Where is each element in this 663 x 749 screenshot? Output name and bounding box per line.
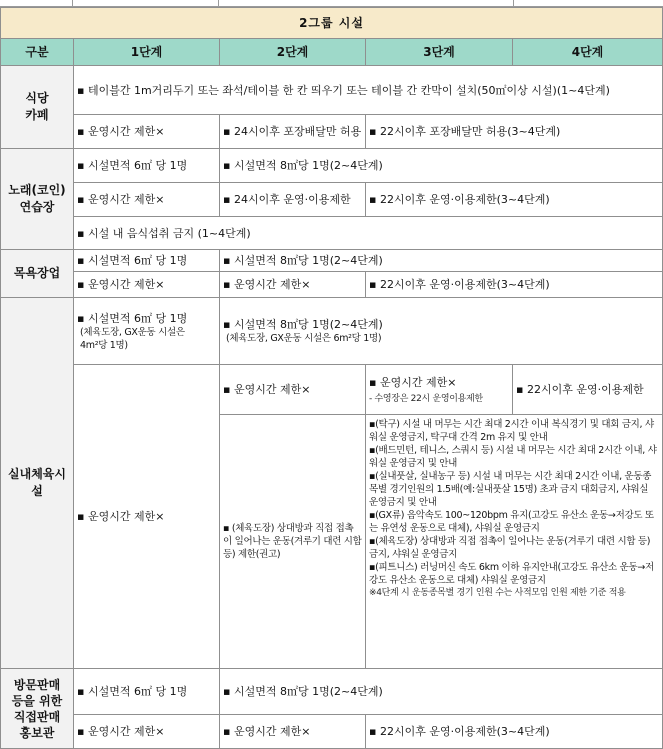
list-item [369,561,659,587]
cell-text: 시설면적 8㎡당 1명(2~4단계) [233,159,383,172]
bullet: ▪ [369,445,376,456]
category-sales-promotion-hall: 방문판매 등을 위한 직접판매 홍보관 [1,669,74,749]
sales-level34-hours [366,715,663,749]
cell-text: 운영시간 제한× [87,193,165,206]
bath-level1-hours [74,272,220,298]
food-level1-hours [74,115,220,149]
category-indoor-sports: 실내체육시 설 [1,298,74,669]
table-row [1,115,663,149]
sports-level4-hours [513,365,663,415]
bullet: ▪ [369,536,376,547]
cell-text: 시설면적 8㎡당 1명(2~4단계) [233,254,383,267]
cell-text: 22시이후 운영·이용제한(3~4단계) [379,278,550,291]
bullet: ▪ [77,83,85,97]
bath-level34-hours [366,272,663,298]
cell-text: 운영시간 제한× [379,375,457,389]
bullet: ▪ [77,725,85,738]
sales-level1-hours [74,715,220,749]
cell-text: 22시이후 운영·이용제한(3~4단계) [379,193,550,206]
category-bathhouse: 목욕장업 [1,250,74,298]
bullet: ▪ [369,125,377,138]
bullet: ▪ [369,471,376,482]
column-tick [218,0,219,6]
cell-text: (GX류) 음악속도 100~120bpm 유지(고강도 유산소 운동→저강도 또는 유연성 운동으로 대체), 샤워실 운영금지 [369,510,654,534]
table-title: 2그룹 시설 [1,8,663,39]
cell-text: 24시이후 포장배달만 허용 [233,125,362,138]
category-karaoke: 노래(코인) 연습장 [1,149,74,250]
header-row [1,39,663,66]
bullet: ▪ [369,278,377,291]
karaoke-level1-density [74,149,220,183]
bullet: ▪ [77,685,85,698]
sales-level1-density [74,669,220,715]
cell-text: 운영시간 제한× [233,725,311,738]
cell-text: 24시이후 운영·이용제한 [233,193,351,206]
bullet: ▪ [77,278,85,291]
sports-level24-density [220,298,663,365]
header-level-2: 2단계 [220,39,366,66]
bullet: ▪ [369,725,377,738]
bullet: ▪ [223,278,231,291]
bullet: ▪ [369,193,377,206]
sports-level2-hours [220,365,366,415]
cell-text: 시설면적 8㎡당 1명(2~4단계) [233,318,383,331]
table-row [1,365,663,415]
bullet: ▪ [369,562,376,573]
table-row [1,250,663,272]
sports-level2-dojo-rule [220,415,366,669]
list-item [369,535,659,561]
level4-note: ※4단계 시 운동종목별 경기 인원 수는 사적모임 인원 제한 기준 적용 [369,588,626,598]
bullet: ▪ [77,159,85,172]
sales-level2-hours [220,715,366,749]
bullet: ▪ [223,383,231,396]
karaoke-food-ban [74,217,663,250]
sales-level24-density [220,669,663,715]
header-level-3: 3단계 [366,39,513,66]
karaoke-level34-hours [366,183,663,217]
cell-text: 시설면적 6㎡ 당 1명 [87,254,188,267]
bullet: ▪ [223,523,230,534]
table-row [1,217,663,250]
sports-level3-hours [366,365,513,415]
cell-text: 시설면적 8㎡당 1명(2~4단계) [233,685,383,698]
cell-text: 22시이후 포장배달만 허용(3~4단계) [379,125,561,138]
cell-text: 운영시간 제한× [233,278,311,291]
cell-text: (피트니스) 러닝머신 속도 6km 이하 유지안내(고강도 유산소 운동→저강도 유산소 운동으로 대체) 샤워실 운영금지 [369,562,654,586]
bullet: ▪ [77,254,85,267]
table-row [1,183,663,217]
karaoke-level24-density [220,149,663,183]
karaoke-level2-hours [220,183,366,217]
previous-table-edge [0,0,663,7]
column-tick [72,0,73,6]
cell-note: (체육도장, GX운동 시설은 6m²당 1명) [226,333,382,344]
bullet: ▪ [77,226,85,240]
header-level-4: 4단계 [513,39,663,66]
cell-text: 운영시간 제한× [233,383,311,396]
table-row [1,149,663,183]
cell-text: (실내풋살, 실내농구 등) 시설 내 머무는 시간 최대 2시간 이내, 운동종목별 경기인원의 1.5배(예:실내풋살 15명) 초과 금지 대회금지, 샤워실 운영금지 및 안내 [369,471,652,508]
header-level-1: 1단계 [74,39,220,66]
list-item [369,509,659,535]
bullet: ▪ [77,311,85,325]
bullet: ▪ [77,193,85,206]
bath-level1-density [74,250,220,272]
cell-text: 운영시간 제한× [87,725,165,738]
bath-level2-hours [220,272,366,298]
bullet: ▪ [223,193,231,206]
cell-text: 시설 내 음식섭취 금지 (1~4단계) [87,226,251,240]
column-tick [513,0,514,6]
bullet: ▪ [369,510,376,521]
bullet: ▪ [369,375,377,389]
sports-level1-hours [74,365,220,669]
cell-text: (탁구) 시설 내 머무는 시간 최대 2시간 이내 복식경기 및 대회 금지, 샤워실 운영금지, 탁구대 간격 2m 유지 및 안내 [369,419,654,443]
list-item [369,418,659,444]
bullet: ▪ [223,159,231,172]
bullet: ▪ [223,318,231,331]
cell-text: 22시이후 운영·이용제한 [526,383,644,396]
cell-text: (체육도장) 상대방과 직접 접촉이 일어나는 운동(겨루기 대련 시합 등) 제한(권고) [223,523,362,560]
cell-text: 운영시간 제한× [87,278,165,291]
food-distance-rule [74,66,663,115]
table-row [1,669,663,715]
cell-text: 22시이후 운영·이용제한(3~4단계) [379,725,550,738]
bullet: ▪ [223,725,231,738]
cell-note: - 수영장은 22시 운영이용제한 [369,393,483,404]
cell-note: (체육도장, GX운동 시설은 4m²당 1명) [80,326,185,351]
table-row [1,66,663,115]
food-level2-hours [220,115,366,149]
group2-facility-table [0,7,663,749]
cell-text: (체육도장) 상대방과 직접 접촉이 일어나는 운동(겨루기 대련 시합 등) 금지, 샤워실 운영금지 [369,536,651,560]
bath-level24-density [220,250,663,272]
bullet: ▪ [223,125,231,138]
sports-level1-density [74,298,220,365]
cell-text: 시설면적 6㎡ 당 1명 [87,311,188,325]
cell-text: 테이블간 1m거리두기 또는 좌석/테이블 한 칸 띄우기 또는 테이블 간 칸막이 설치(50㎡이상 시설)(1~4단계) [87,83,610,97]
cell-text: 시설면적 6㎡ 당 1명 [87,685,188,698]
table-row [1,272,663,298]
sports-level34-rules [366,415,663,669]
table-row [1,298,663,365]
list-item [369,470,659,509]
list-item [369,444,659,470]
cell-text: 시설면적 6㎡ 당 1명 [87,159,188,172]
category-food-cafe: 식당 카페 [1,66,74,149]
bullet: ▪ [223,254,231,267]
bullet: ▪ [223,685,231,698]
cell-text: 운영시간 제한× [87,510,165,523]
header-category: 구분 [1,39,74,66]
bullet: ▪ [516,383,524,396]
bullet: ▪ [77,510,85,523]
food-level34-hours [366,115,663,149]
bullet: ▪ [369,419,376,430]
bullet: ▪ [77,125,85,138]
cell-text: 운영시간 제한× [87,125,165,138]
table-row [1,715,663,749]
cell-text: (배드민턴, 테니스, 스쿼시 등) 시설 내 머무는 시간 최대 2시간 이내, 샤워실 운영금지 및 안내 [369,445,657,469]
karaoke-level1-hours [74,183,220,217]
